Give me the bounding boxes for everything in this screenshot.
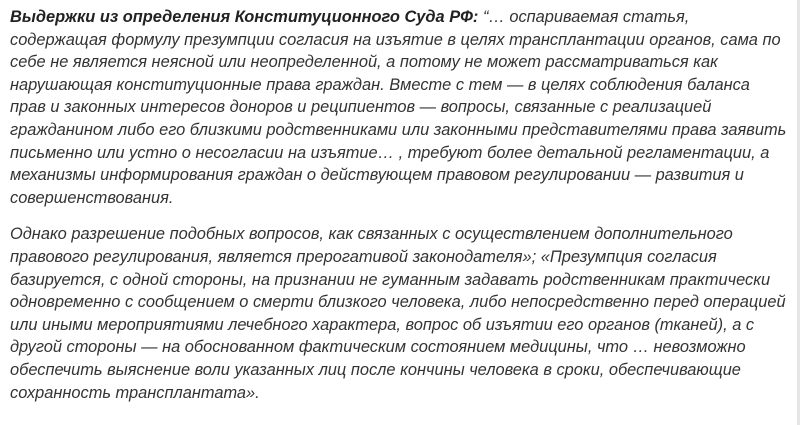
paragraph-1-text: “… оспариваемая статья, содержащая формулу презумпции согласия на изъятие в целях трансплантации органов, сама по себе не является неясной или неопределенной, а потому не может рассматриваться как нарушающая конституционные права граждан. Вместе с тем — в целях соблюдения баланса прав и законных интересов доноров и реципиентов — вопросы, связанные с реализацией гражданином либо его близкими родственниками или законными представителями права заявить письменно или устно о несогласии на изъятие… , требуют более детальной регламентации, а механизмы информирования граждан о действующем правовом регулировании — развития и совершенствования. <box>10 8 787 207</box>
quote-block <box>10 6 790 404</box>
paragraph-2 <box>10 223 790 404</box>
lead-heading: Выдержки из определения Конституционного Суда РФ: <box>10 8 479 26</box>
paragraph-1 <box>10 6 790 209</box>
paragraph-2-text: Однако разрешение подобных вопросов, как связанных с осуществлением дополнительного правового регулирования, является прерогативой законодателя»; «Презумпция согласия базируется, с одной стороны, на признании не гуманным задавать родственникам практически одновременно с сообщением о смерти близкого человека, либо непосредственно перед операцией или иными мероприятиями лечебного характера, вопрос об изъятии его органов (тканей), а с другой стороны — на обоснованном фактическим состоянием медицины, что … невозможно обеспечить выяснение воли указанных лиц после кончины человека в сроки, обеспечивающие сохранность трансплантата». <box>10 225 786 402</box>
